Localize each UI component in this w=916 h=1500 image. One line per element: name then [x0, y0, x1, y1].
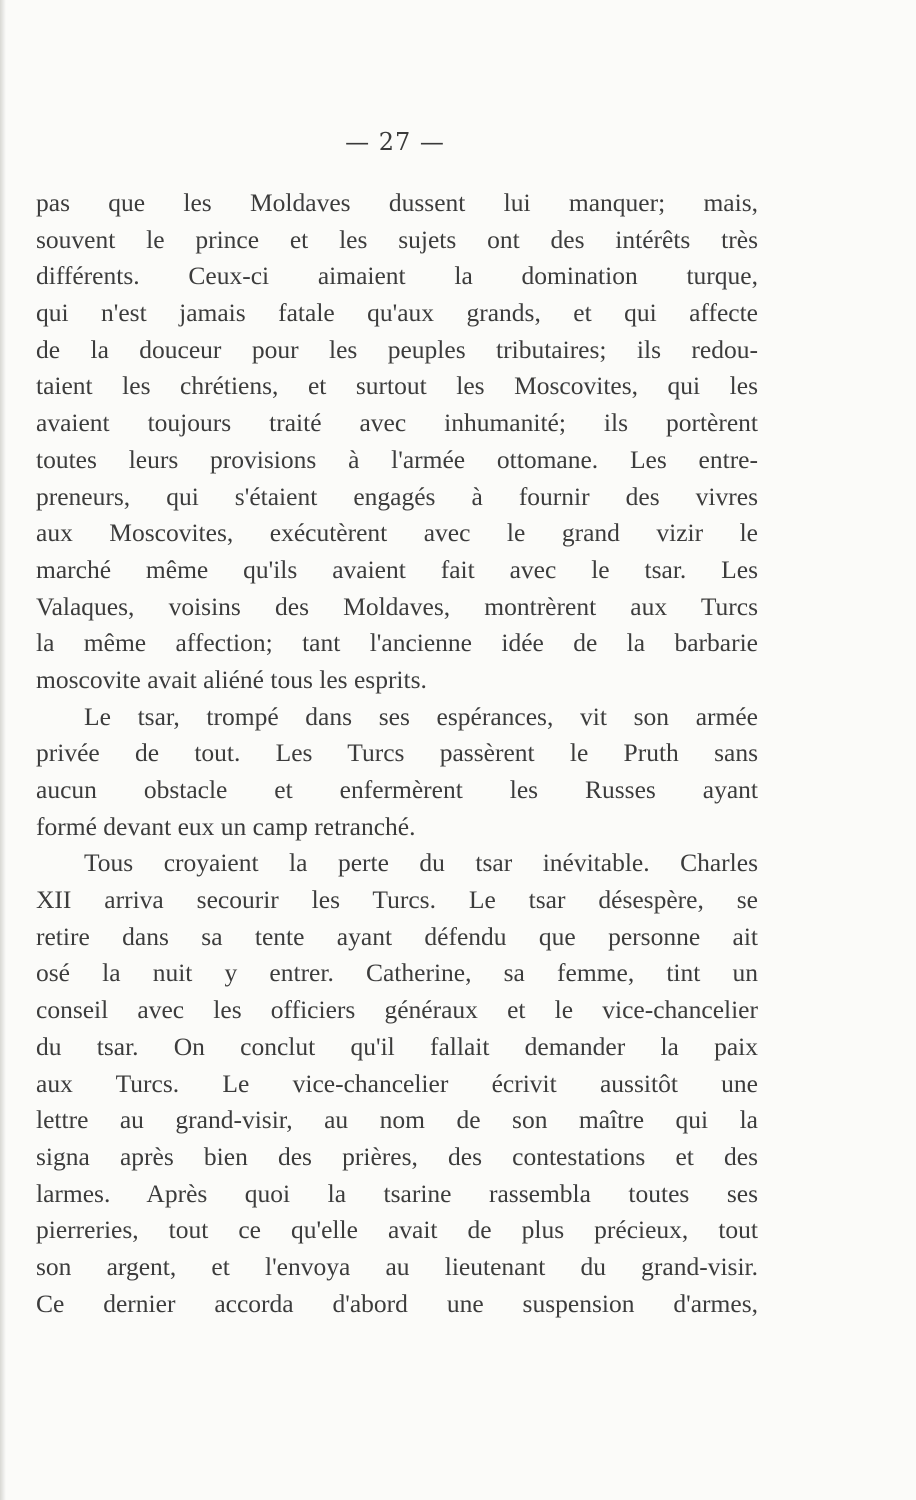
text-line: pas que les Moldaves dussent lui manquer; mais, [36, 188, 758, 217]
text-line: moscovite avait aliéné tous les esprits. [36, 664, 427, 694]
text-line: larmes. Après quoi la tsarine rassembla toutes ses [36, 1178, 758, 1208]
text-line: du tsar. On conclut qu'il fallait demander la paix [36, 1031, 758, 1061]
text-line: aucun obstacle et enfermèrent les Russes ayant [36, 775, 758, 804]
text-line: XII arriva secourir les Turcs. Le tsar désespère, se [36, 885, 758, 915]
text-line: taient les chrétiens, et surtout les Moscovites, qui les [36, 371, 758, 401]
text-line: privée de tout. Les Turcs passèrent le Pruth sans [36, 738, 758, 768]
text-line: preneurs, qui s'étaient engagés à fournir des vivres [36, 481, 758, 511]
text-line: Le tsar, trompé dans ses espérances, vit son armée [84, 701, 758, 731]
page-number: — 27 — [345, 128, 445, 156]
text-line: marché même qu'ils avaient fait avec le tsar. Les [36, 554, 758, 584]
text-line: osé la nuit y entrer. Catherine, sa femme, tint un [36, 958, 758, 988]
paragraph [36, 699, 758, 846]
text-line: pierreries, tout ce qu'elle avait de plus précieux, tout [36, 1215, 758, 1245]
paragraph [36, 185, 758, 699]
text-line: de la douceur pour les peuples tributaires; ils redou- [36, 334, 758, 364]
text-line: différents. Ceux-ci aimaient la domination turque, [36, 261, 758, 291]
text-line: son argent, et l'envoya au lieutenant du grand-visir. [36, 1251, 758, 1281]
text-line: la même affection; tant l'ancienne idée de la barbarie [36, 628, 758, 658]
text-line: aux Turcs. Le vice-chancelier écrivit aussitôt une [36, 1068, 758, 1098]
text-line: Tous croyaient la perte du tsar inévitable. Charles [84, 848, 758, 878]
text-line: qui n'est jamais fatale qu'aux grands, et qui affecte [36, 298, 758, 328]
text-line: formé devant eux un camp retranché. [36, 811, 416, 841]
text-line: Valaques, voisins des Moldaves, montrèrent aux Turcs [36, 591, 758, 621]
text-line: signa après bien des prières, des contestations et des [36, 1141, 758, 1171]
paragraph [36, 845, 758, 1322]
page-edge-shadow [0, 0, 6, 1500]
body-text [36, 185, 758, 1322]
text-line: avaient toujours traité avec inhumanité; ils portèrent [36, 408, 758, 438]
text-line: toutes leurs provisions à l'armée ottomane. Les entre- [36, 444, 758, 474]
text-line: souvent le prince et les sujets ont des intérêts très [36, 224, 758, 254]
text-line: conseil avec les officiers généraux et le vice-chancelier [36, 995, 758, 1025]
text-line: Ce dernier accorda d'abord une suspension d'armes, [36, 1288, 758, 1318]
text-line: aux Moscovites, exécutèrent avec le grand vizir le [36, 518, 758, 548]
text-line: lettre au grand-visir, au nom de son maître qui la [36, 1105, 758, 1135]
text-line: retire dans sa tente ayant défendu que personne ait [36, 921, 758, 951]
